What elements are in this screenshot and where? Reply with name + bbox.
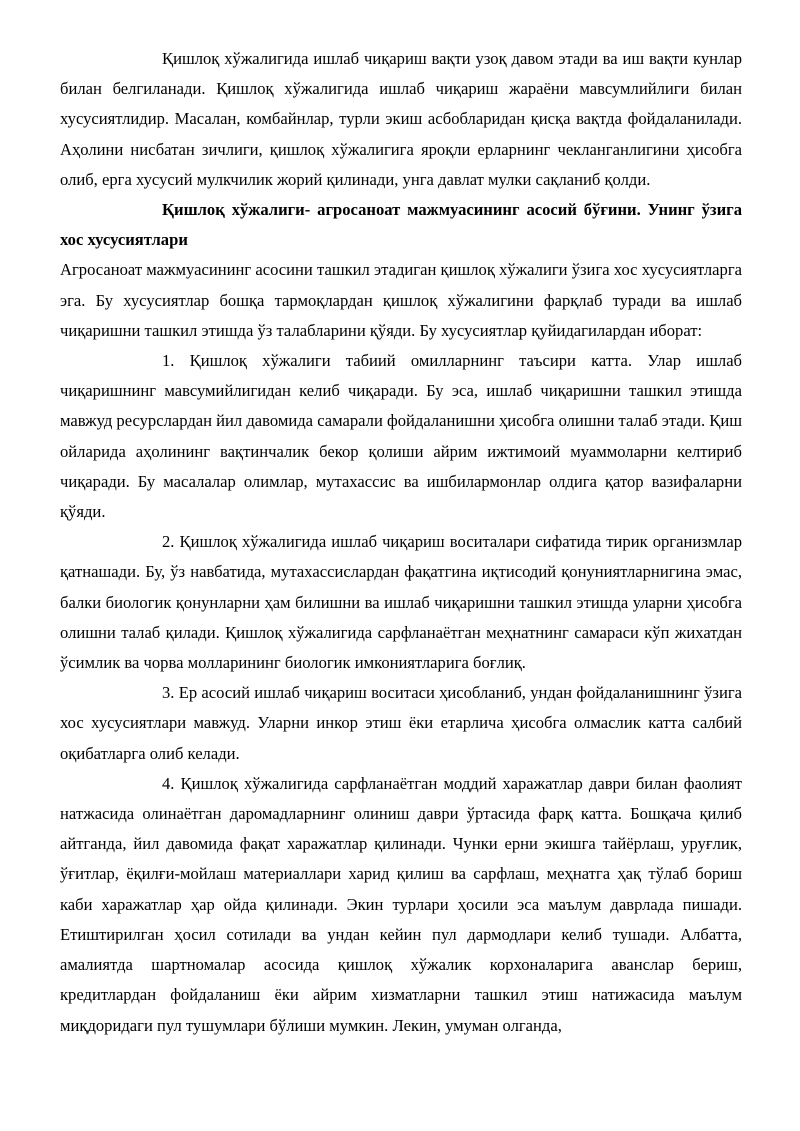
document-page — [60, 44, 742, 1041]
list-item-4: 4. Қишлоқ хўжалигида сарфланаётган моддий харажатлар даври билан фаолият натжасида олинаётган даромадларнинг олиниш даври ўртасида фарқ катта. Бошқача қилиб айтганда, йил давомида фақат харажатлар қилинади. Чунки ерни экишга тайёрлаш, уруғлик, ўғитлар, ёқилғи-мойлаш материаллари харид қилиш ва сарфлаш, меҳнатга ҳақ тўлаб бориш каби харажатлар ҳар ойда қилинади. Экин турлари ҳосили эса маълум даврлада пишади. Етиштирилган ҳосил сотилади ва ундан кейин пул дармодлари келиб тушади. Албатта, амалиятда шартномалар асосида қишлоқ хўжалик корхоналарига аванслар бериш, кредитлардан фойдаланиш ёки айрим хизматларни ташкил этиш натижасида маълум миқдоридаги пул тушумлари бўлиши мумкин. Лекин, умуман олганда, — [60, 773, 742, 1035]
paragraph-intro: Қишлоқ хўжалигида ишлаб чиқариш вақти узоқ давом этади ва иш вақти кунлар билан белгиланади. Қишлоқ хўжалигида ишлаб чиқариш жараёни мавсумлийлиги билан хусусиятлидир. Масалан, комбайнлар, турли экиш асбобларидан қисқа вақтда фойдаланилади. Аҳолини нисбатан зичлиги, қишлоқ хўжалигига яроқли ерларнинг чекланганлигини ҳисобга олиб, ерга хусусий мулкчилик жорий қилинади, унга давлат мулки сақланиб қолди. — [60, 49, 742, 189]
section-heading: Қишлоқ хўжалиги- агросаноат мажмуасининг асосий бўғини. Унинг ўзига хос хусусиятлари — [60, 200, 742, 250]
list-item-2: 2. Қишлоқ хўжалигида ишлаб чиқариш воситалари сифатида тирик организмлар қатнашади. Бу, ўз навбатида, мутахассислардан фақатгина иқтисодий қонуниятларнигина эмас, балки биологик қонунларни ҳам билишни ва ишлаб чиқаришни ташкил этишда уларни ҳисобга олишни талаб қилади. Қишлоқ хўжалигида сарфланаётган меҳнатнинг самараси кўп жихатдан ўсимлик ва чорва молларининг биологик имкониятларига боғлиқ. — [60, 532, 742, 673]
paragraph-features: Агросаноат мажмуасининг асосини ташкил этадиган қишлоқ хўжалиги ўзига хос хусусиятларга эга. Бу хусусиятлар бошқа тармоқлардан қишлоқ хўжалигини фарқлаб туради ва ишлаб чиқаришни ташкил этишда ўз талабларини қўяди. Бу хусусиятлар қуйидагилардан иборат: — [60, 260, 742, 340]
list-item-1: 1. Қишлоқ хўжалиги табиий омилларнинг таъсири катта. Улар ишлаб чиқаришнинг мавсумийлигидан келиб чиқаради. Бу эса, ишлаб чиқаришни ташкил этишда мавжуд ресурслардан йил давомида самарали фойдаланишни ҳисобга олишни талаб этади. Қиш ойларида аҳолининг вақтинчалик бекор қолиши айрим ижтимоий муаммоларни келтириб чиқаради. Бу масалалар олимлар, мутахассис ва ишбилармонлар олдига қатор вазифаларни қўяди. — [60, 351, 742, 522]
list-item-3: 3. Ер асосий ишлаб чиқариш воситаси ҳисобланиб, ундан фойдаланишнинг ўзига хос хусусиятлари мавжуд. Уларни инкор этиш ёки етарлича ҳисобга олмаслик катта салбий оқибатларга олиб келади. — [60, 683, 742, 763]
